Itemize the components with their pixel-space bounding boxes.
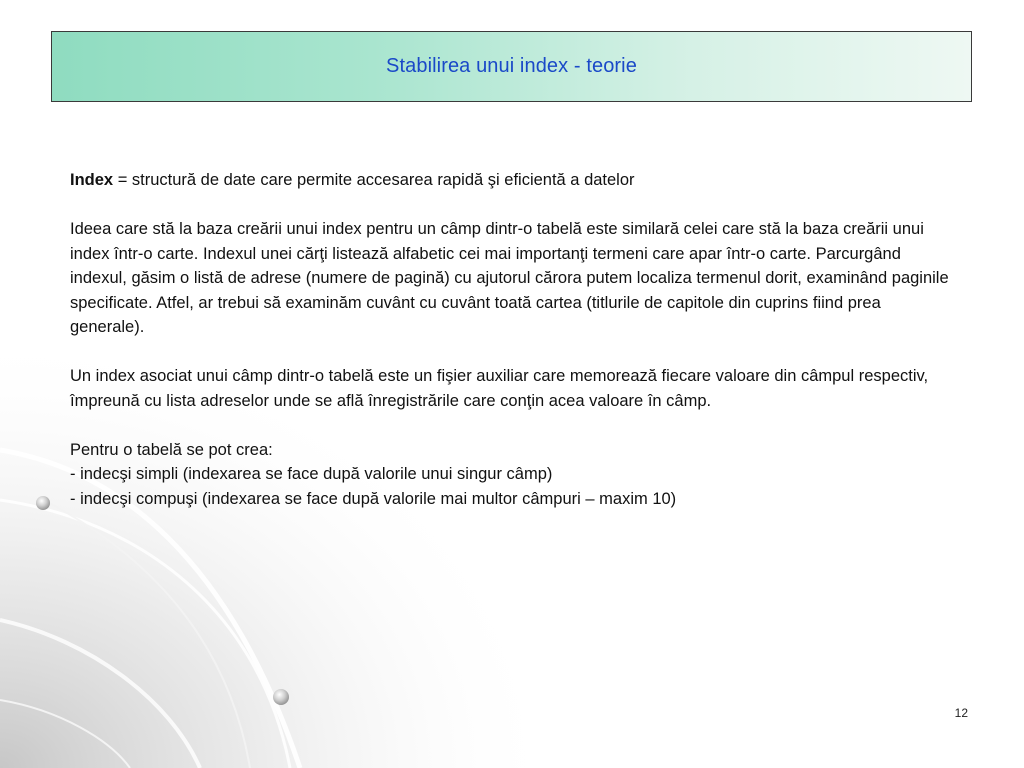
decorative-dot	[273, 689, 289, 705]
decorative-dot	[36, 496, 50, 510]
definition-text: = structură de date care permite accesarea rapidă şi eficientă a datelor	[113, 171, 635, 189]
list-item-compound: - indecşi compuşi (indexarea se face după valorile mai multor câmpuri – maxim 10)	[70, 489, 677, 508]
list-intro: Pentru o tabelă se pot crea:	[70, 440, 273, 459]
definition-term: Index	[70, 171, 114, 189]
paragraph-index-file: Un index asociat unui câmp dintr-o tabelă este un fişier auxiliar care memorează fiecare valoare din câmpul respectiv, împreună cu lista adreselor unde se află înregistrările care conţin acea valoare în câmp.	[70, 367, 929, 410]
title-banner	[51, 31, 972, 102]
page-number: 12	[954, 706, 968, 720]
slide-body	[70, 168, 950, 511]
paragraph-analogy: Ideea care stă la baza creării unui index pentru un câmp dintr-o tabelă este similară celei care stă la baza creării unui index într-o carte. Indexul unei cărţi listează alfabetic cei mai importanţi termeni care apar într-o carte. Parcurgând indexul, găsim o listă de adrese (numere de pagină) cu ajutorul cărora putem localiza termenul dorit, examinând paginile specificate. Atfel, ar trebui să examinăm cuvânt cu cuvânt toată cartea (titlurile de capitole din cuprins fiind prea generale).	[70, 220, 949, 336]
slide-title: Stabilirea unui index - teorie	[386, 55, 637, 77]
list-item-simple: - indecşi simpli (indexarea se face după valorile unui singur câmp)	[70, 465, 553, 483]
definition-line	[70, 168, 950, 193]
